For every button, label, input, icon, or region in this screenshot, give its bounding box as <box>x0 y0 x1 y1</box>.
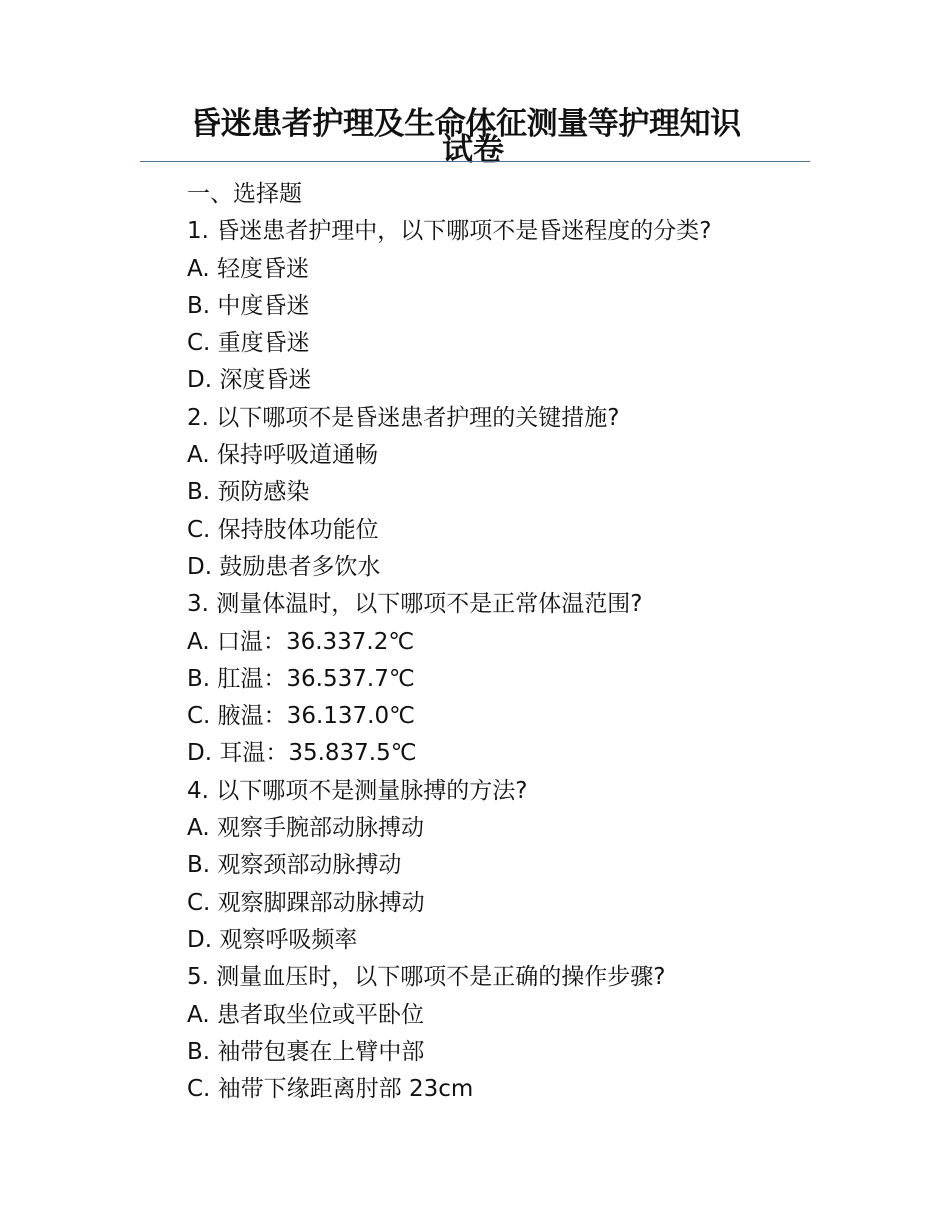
option-a: A. 轻度昏迷 <box>187 255 309 282</box>
question-1 <box>187 213 827 399</box>
option-c: C. 保持肢体功能位 <box>187 516 379 543</box>
question-5 <box>187 959 827 1108</box>
option-a: A. 观察手腕部动脉搏动 <box>187 815 424 842</box>
option-a: A. 患者取坐位或平卧位 <box>187 1001 424 1028</box>
option-c: C. 腋温：36.137.0℃ <box>187 703 415 730</box>
option-b: B. 肛温：36.537.7℃ <box>187 665 415 692</box>
option-d: D. 耳温：35.837.5℃ <box>187 740 417 767</box>
title-line-1: 昏迷患者护理及生命体征测量等护理知识 <box>190 106 741 142</box>
option-a: A. 口温：36.337.2℃ <box>187 628 415 655</box>
option-d: D. 鼓励患者多饮水 <box>187 553 381 580</box>
document-title <box>140 100 810 168</box>
option-a: A. 保持呼吸道通畅 <box>187 442 378 469</box>
option-c: C. 重度昏迷 <box>187 330 310 357</box>
question-2 <box>187 400 827 586</box>
option-b: B. 中度昏迷 <box>187 292 310 319</box>
option-b: B. 袖带包裹在上臂中部 <box>187 1038 425 1065</box>
question-3 <box>187 586 827 772</box>
option-c: C. 观察脚踝部动脉搏动 <box>187 889 425 916</box>
question-4 <box>187 773 827 959</box>
option-d: D. 观察呼吸频率 <box>187 926 358 953</box>
option-d: D. 深度昏迷 <box>187 367 312 394</box>
option-b: B. 观察颈部动脉搏动 <box>187 852 402 879</box>
question-stem: 5. 测量血压时，以下哪项不是正确的操作步骤? <box>187 964 666 991</box>
question-stem: 1. 昏迷患者护理中，以下哪项不是昏迷程度的分类? <box>187 218 712 245</box>
option-b: B. 预防感染 <box>187 479 310 506</box>
question-stem: 2. 以下哪项不是昏迷患者护理的关键措施? <box>187 404 620 431</box>
question-list <box>187 176 827 1108</box>
question-stem: 4. 以下哪项不是测量脉搏的方法? <box>187 777 528 804</box>
section-heading: 一、选择题 <box>187 181 302 207</box>
option-c: C. 袖带下缘距离肘部 23cm <box>187 1076 474 1103</box>
title-line-2: 试卷 <box>442 132 504 168</box>
question-stem: 3. 测量体温时，以下哪项不是正常体温范围? <box>187 591 643 618</box>
title-underline <box>140 161 810 162</box>
